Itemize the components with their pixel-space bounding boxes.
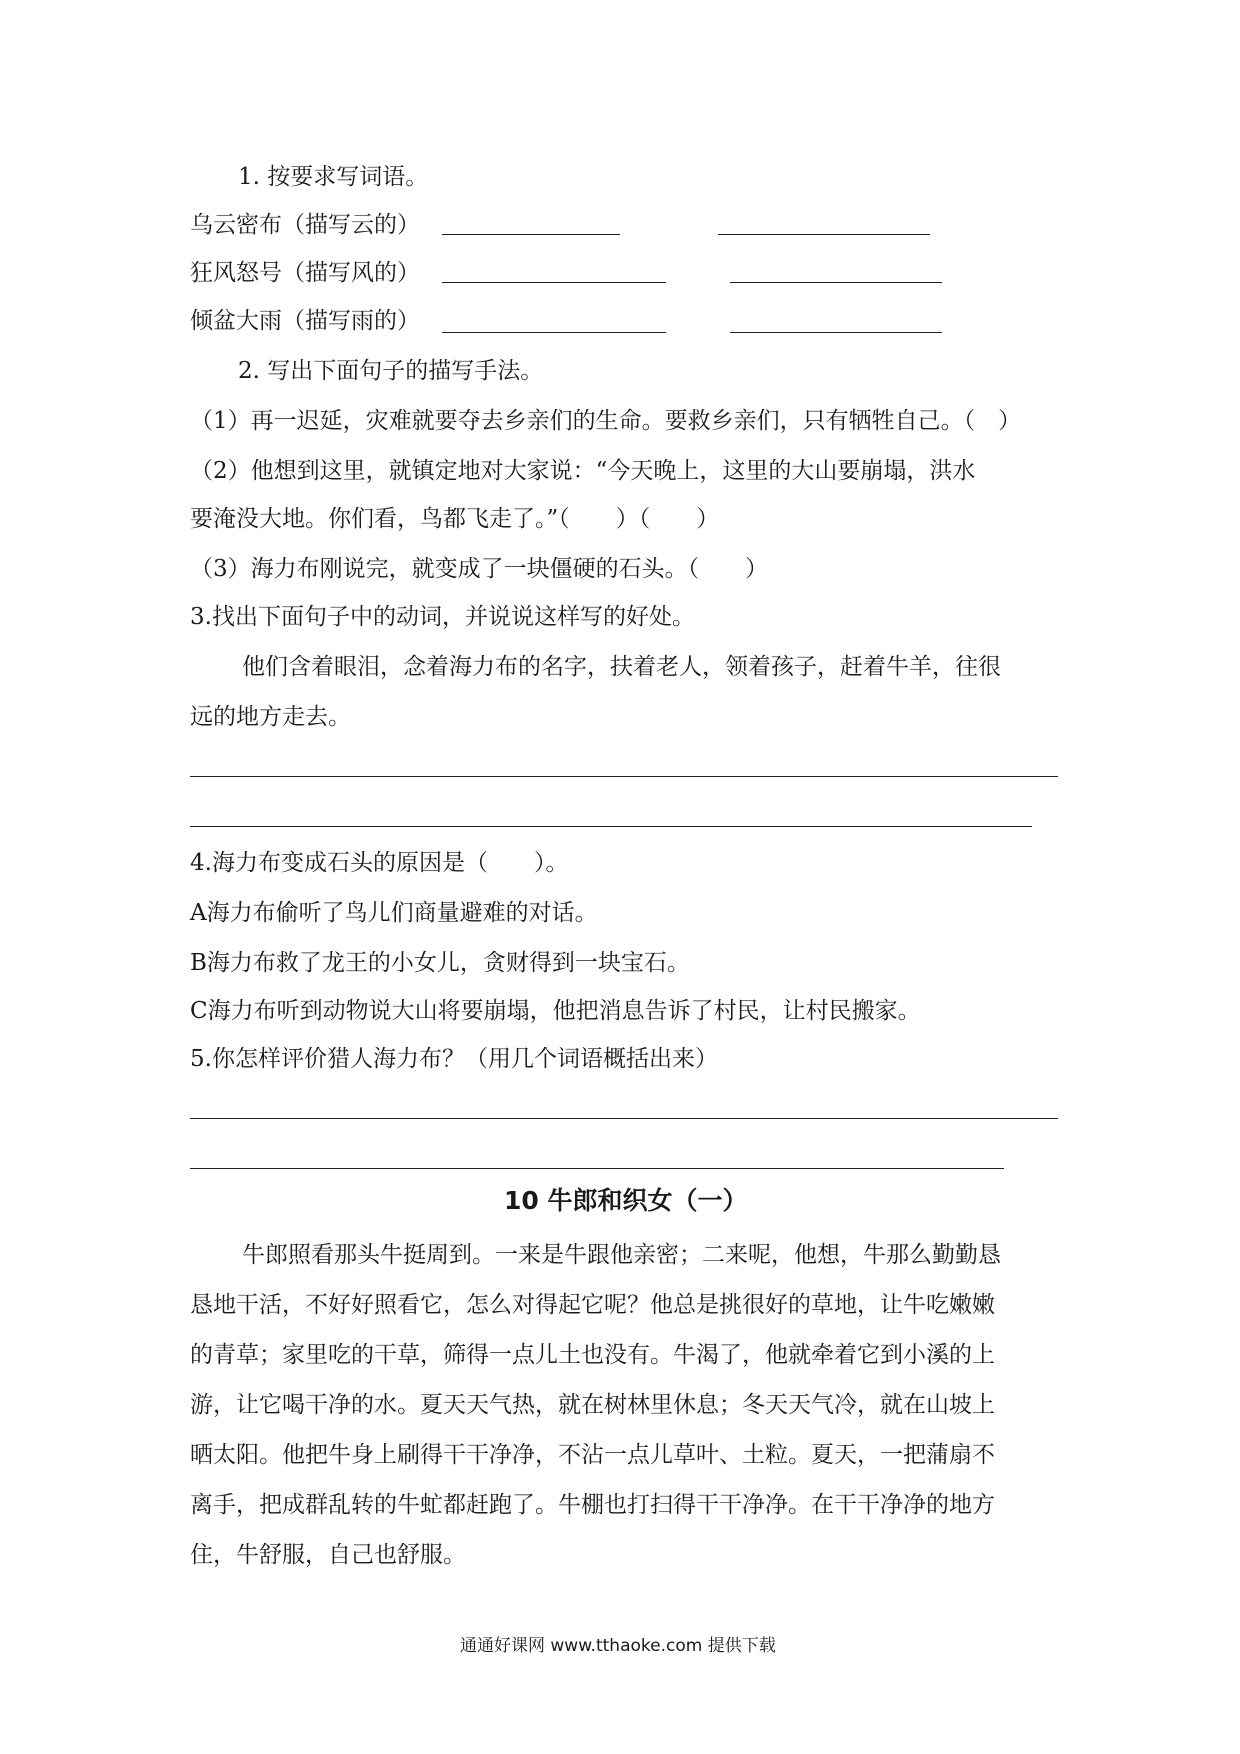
q2-item-2-cont: 要淹没大地。你们看，鸟都飞走了。”（ ）（ ） (190, 506, 720, 532)
q1-row-3-blank-1[interactable] (442, 332, 666, 333)
section-paragraph-line-3: 的青草；家里吃的干草，筛得一点儿土也没有。牛渴了，他就牵着它到小溪的上 (190, 1342, 995, 1368)
q1-row-1-label: 乌云密布（描写云的） (190, 212, 420, 238)
q4-option-c: C海力布听到动物说大山将要崩塌，他把消息告诉了村民，让村民搬家。 (190, 998, 921, 1024)
section-paragraph-line-6: 离手，把成群乱转的牛虻都赶跑了。牛棚也打扫得干干净净。在干干净净的地方 (190, 1492, 995, 1518)
q5-answer-line-1[interactable] (190, 1118, 1058, 1119)
q2-item-1: （1）再一迟延，灾难就要夺去乡亲们的生命。要救乡亲们，只有牺牲自己。（ ） (190, 408, 1022, 434)
q5-answer-line-2[interactable] (190, 1168, 1004, 1169)
page-footer: 通通好课网 www.tthaoke.com 提供下载 (460, 1636, 776, 1656)
section-paragraph-line-7: 住，牛舒服，自己也舒服。 (190, 1542, 466, 1568)
q4-option-a: A海力布偷听了鸟儿们商量避难的对话。 (190, 900, 598, 926)
q3-answer-line-1[interactable] (190, 776, 1058, 777)
q1-row-2-blank-1[interactable] (442, 282, 666, 283)
q4-heading: 4.海力布变成石头的原因是（ ）。 (190, 850, 569, 876)
q1-row-2-label: 狂风怒号（描写风的） (190, 260, 420, 286)
q4-option-b: B海力布救了龙王的小女儿，贪财得到一块宝石。 (190, 950, 690, 976)
q1-heading: 1. 按要求写词语。 (238, 164, 429, 190)
q1-row-1-blank-2[interactable] (718, 234, 930, 235)
q2-item-2: （2）他想到这里，就镇定地对大家说：“今天晚上，这里的大山要崩塌，洪水 (190, 458, 976, 484)
section-paragraph-line-4: 游，让它喝干净的水。夏天天气热，就在树林里休息；冬天天气冷，就在山坡上 (190, 1392, 995, 1418)
q3-heading: 3.找出下面句子中的动词，并说说这样写的好处。 (190, 604, 695, 630)
q3-passage-line-1: 他们含着眼泪，念着海力布的名字，扶着老人，领着孩子，赶着牛羊，往很 (242, 654, 1001, 680)
q3-answer-line-2[interactable] (190, 826, 1032, 827)
q1-row-1-blank-1[interactable] (442, 234, 620, 235)
q5-heading: 5.你怎样评价猎人海力布？（用几个词语概括出来） (190, 1046, 718, 1072)
q2-heading: 2. 写出下面句子的描写手法。 (238, 358, 544, 384)
section-paragraph-line-1: 牛郎照看那头牛挺周到。一来是牛跟他亲密；二来呢，他想，牛那么勤勤恳 (242, 1242, 1001, 1268)
section-title: 10 牛郎和织女（一） (504, 1186, 748, 1215)
q1-row-3-label: 倾盆大雨（描写雨的） (190, 308, 420, 334)
q3-passage-line-2: 远的地方走去。 (190, 704, 351, 730)
section-paragraph-line-5: 晒太阳。他把牛身上刷得干干净净，不沾一点儿草叶、土粒。夏天，一把蒲扇不 (190, 1442, 995, 1468)
section-paragraph-line-2: 恳地干活，不好好照看它，怎么对得起它呢？他总是挑很好的草地，让牛吃嫩嫩 (190, 1292, 995, 1318)
q1-row-2-blank-2[interactable] (730, 282, 942, 283)
q1-row-3-blank-2[interactable] (730, 332, 942, 333)
q2-item-3: （3）海力布刚说完，就变成了一块僵硬的石头。（ ） (190, 556, 769, 582)
